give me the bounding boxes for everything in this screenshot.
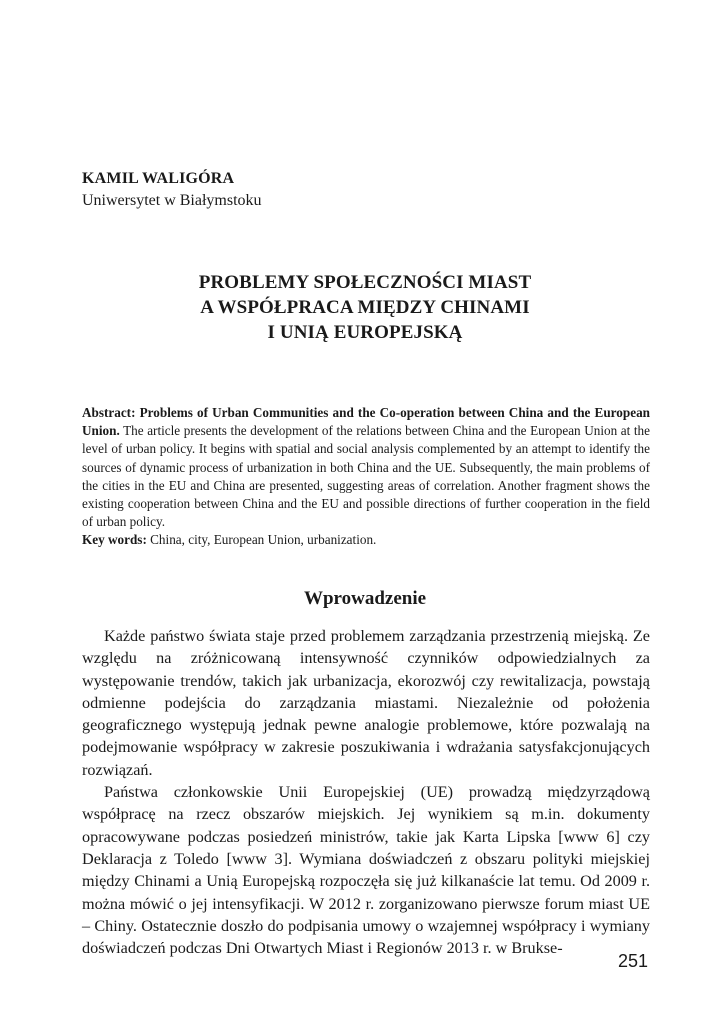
body-paragraph: Państwa członkowskie Unii Europejskiej (UE) prowadzą międzyrządową współpracę na rzecz obszarów miejskich. Jej wynikiem są m.in. dokumenty opracowywane podczas posiedzeń ministrów, takie jak Karta Lipska [www 6] czy Deklaracja z Toledo [www 3]. Wymiana doświadczeń z obszaru polityki miejskiej między Chinami a Unią Europejską rozpoczęła się już kilkanaście lat temu. Od 2009 r. można mówić o jej intensyfikacji. W 2012 r. zorganizowano pierwsze forum miast UE – Chiny. Ostatecznie doszło do podpisania umowy o wzajemnej współpracy i wymiany doświadczeń podczas Dni Otwartych Miast i Regionów 2013 r. w Brukse-: [82, 783, 650, 958]
keywords-line: [82, 531, 650, 549]
section-heading: Wprowadzenie: [303, 588, 427, 609]
body-paragraph: Każde państwo świata staje przed problemem zarządzania przestrzenią miejską. Ze względu na zróżnicowaną intensywność czynników odpowiedzialnych za występowanie trendów, takich jak urbanizacja, ekorozwój czy rewitalizacja, powstają odmienne podejścia do zarządzania miastami. Niezależnie od położenia geograficznego występują jednak pewne analogie problemowe, które pozwalają na podejmowanie współpracy w zakresie poszukiwania i wdrażania satysfakcjonujących rozwiązań.: [82, 627, 650, 779]
author-name: KAMIL WALIGÓRA: [82, 170, 235, 187]
page-number: 251: [617, 951, 648, 971]
title-line: PROBLEMY SPOŁECZNOŚCI MIAST: [198, 272, 532, 293]
author-affiliation: Uniwersytet w Białymstoku: [82, 192, 262, 209]
title-line: I UNIĄ EUROPEJSKĄ: [267, 322, 463, 343]
article-title: [82, 270, 648, 345]
author-block: [82, 168, 642, 212]
title-line: A WSPÓŁPRACA MIĘDZY CHINAMI: [200, 297, 530, 318]
keywords-label: Key words:: [82, 532, 147, 548]
abstract-label: Abstract: Problems of Urban Communities and the Co-operation between China and the European Union.: [82, 405, 650, 439]
abstract: [82, 404, 650, 550]
abstract-paragraph: [82, 404, 650, 531]
keywords-text: China, city, European Union, urbanization.: [150, 532, 377, 548]
body-text: [82, 625, 650, 959]
abstract-text: The article presents the development of the relations between China and the European Union at the level of urban policy. It begins with spatial and social analysis complemented by an attempt to identify the sources of dynamic process of urbanization in both China and the UE. Subsequently, the main problems of the cities in the EU and China are presented, suggesting areas of correlation. Another fragment shows the existing cooperation between China and the EU and possible directions of further cooperation in the field of urban policy.: [82, 423, 650, 530]
